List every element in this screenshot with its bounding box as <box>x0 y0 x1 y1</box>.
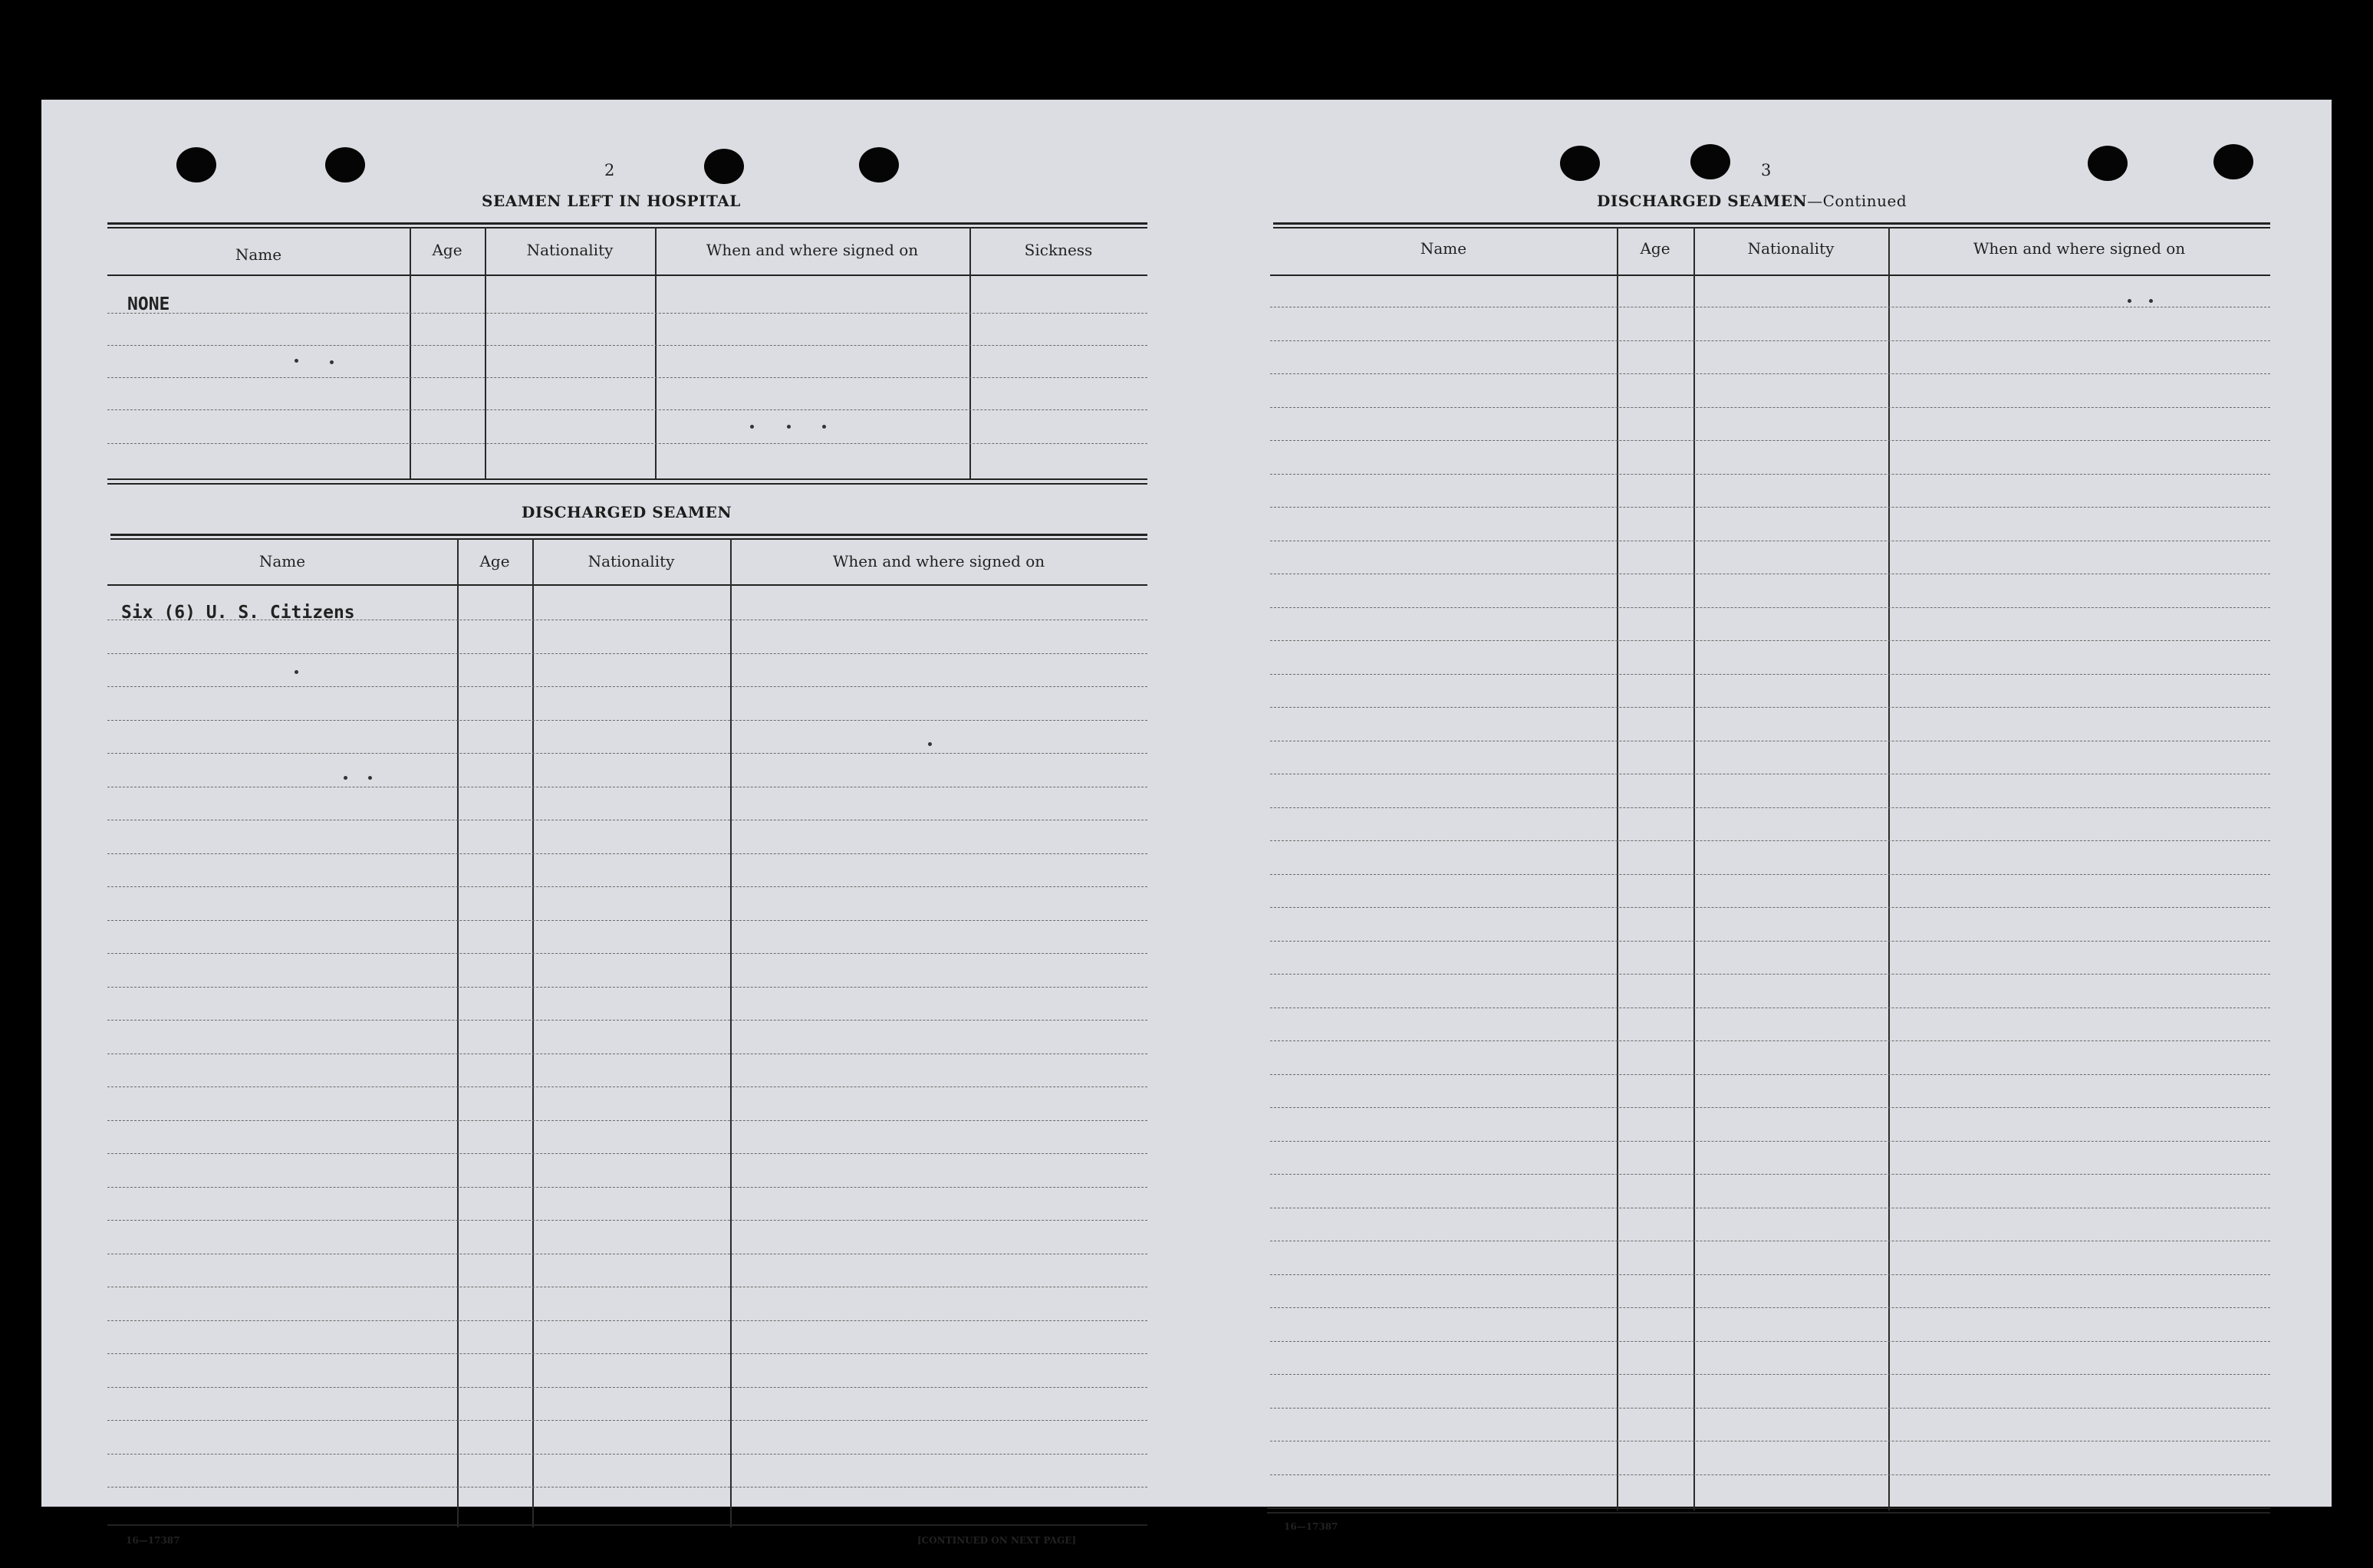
punch-hole <box>2088 146 2128 181</box>
row-line <box>1270 1408 2270 1409</box>
column-divider <box>1888 227 1890 1510</box>
row-line <box>1270 1274 2270 1275</box>
row-line <box>107 1187 1147 1188</box>
table-top-rule <box>1273 222 2270 225</box>
column-divider <box>1617 227 1618 1510</box>
discharged-section-title: DISCHARGED SEAMEN <box>522 503 732 521</box>
ink-dot <box>330 360 334 364</box>
row-line <box>1270 1341 2270 1342</box>
row-line <box>1270 874 2270 875</box>
row-line <box>1270 373 2270 374</box>
col-header-sickness: Sickness <box>1024 241 1093 259</box>
row-line <box>1270 840 2270 841</box>
ink-dot <box>787 425 791 429</box>
row-line <box>1270 1074 2270 1075</box>
row-line <box>107 987 1147 988</box>
header-bottom-rule <box>1270 274 2270 276</box>
row-line <box>107 653 1147 654</box>
row-line <box>107 920 1147 921</box>
row-line <box>1270 941 2270 942</box>
table-bottom-rule <box>107 483 1147 485</box>
right-page <box>1192 100 2332 1532</box>
row-line <box>107 853 1147 854</box>
row-line <box>1270 507 2270 508</box>
col-header-age: Age <box>479 552 510 570</box>
ink-dot <box>295 359 298 363</box>
row-line <box>107 377 1147 378</box>
punch-hole <box>1690 144 1730 179</box>
row-line <box>1270 1374 2270 1375</box>
punch-hole <box>2213 144 2253 179</box>
row-line <box>1270 1174 2270 1175</box>
column-divider <box>969 227 971 478</box>
punch-hole <box>859 147 899 182</box>
row-line <box>107 1020 1147 1021</box>
column-divider <box>1693 227 1695 1510</box>
row-line <box>107 1320 1147 1321</box>
row-line <box>1270 974 2270 975</box>
title-main: DISCHARGED SEAMEN <box>1597 192 1808 210</box>
hospital-entry: NONE <box>127 294 170 314</box>
row-line <box>1270 1107 2270 1108</box>
form-number: 16—17387 <box>126 1535 180 1546</box>
row-line <box>1270 1141 2270 1142</box>
row-line <box>1270 474 2270 475</box>
ink-dot <box>822 425 826 429</box>
hospital-section-title: SEAMEN LEFT IN HOSPITAL <box>482 192 741 210</box>
punch-hole <box>176 147 216 182</box>
col-header-nationality: Nationality <box>587 552 675 570</box>
row-line <box>107 886 1147 887</box>
row-line <box>107 1153 1147 1154</box>
row-line <box>1270 707 2270 708</box>
ink-dot <box>928 742 932 746</box>
col-header-signed-on: When and where signed on <box>1973 239 2186 258</box>
row-line <box>107 686 1147 687</box>
table-top-rule <box>107 227 1147 228</box>
row-line <box>107 1387 1147 1388</box>
row-line <box>1270 340 2270 341</box>
page-number: 2 <box>604 161 615 179</box>
row-line <box>107 1086 1147 1087</box>
header-bottom-rule <box>107 584 1147 586</box>
document-sheet <box>41 100 2332 1546</box>
page-bottom-rule <box>1267 1507 2270 1509</box>
row-line <box>1270 907 2270 908</box>
punch-hole <box>1560 146 1600 181</box>
table-top-rule <box>110 538 1147 540</box>
row-line <box>1270 607 2270 608</box>
col-header-name: Name <box>235 245 282 264</box>
page-bottom-rule <box>1267 1512 2270 1514</box>
col-header-name: Name <box>258 552 306 570</box>
row-line <box>107 720 1147 721</box>
left-page <box>41 100 1192 1546</box>
punch-hole <box>325 147 365 182</box>
row-line <box>107 1420 1147 1421</box>
page-number: 3 <box>1761 161 1772 179</box>
row-line <box>107 443 1147 444</box>
row-line <box>1270 407 2270 408</box>
col-header-nationality: Nationality <box>1747 239 1835 258</box>
form-number: 16—17387 <box>1284 1521 1338 1532</box>
row-line <box>1270 1474 2270 1475</box>
page-bottom-rule <box>107 1524 1147 1526</box>
table-top-rule <box>1273 227 2270 228</box>
row-line <box>1270 1040 2270 1041</box>
row-line <box>107 345 1147 346</box>
column-divider <box>485 227 486 478</box>
col-header-name: Name <box>1420 239 1467 258</box>
col-header-signed-on: When and where signed on <box>832 552 1045 570</box>
row-line <box>1270 807 2270 808</box>
row-line <box>1270 440 2270 441</box>
row-line <box>107 1353 1147 1354</box>
row-line <box>107 1454 1147 1455</box>
row-line <box>107 1120 1147 1121</box>
col-header-age: Age <box>1640 239 1670 258</box>
table-top-rule <box>110 534 1147 536</box>
col-header-nationality: Nationality <box>526 241 614 259</box>
table-top-rule <box>107 222 1147 225</box>
row-line <box>1270 1307 2270 1308</box>
header-bottom-rule <box>107 274 1147 276</box>
ink-dot <box>368 776 372 780</box>
row-line <box>107 313 1147 314</box>
title-continued: —Continued <box>1807 192 1907 210</box>
table-bottom-rule <box>107 478 1147 480</box>
column-divider <box>410 227 411 478</box>
punch-hole <box>704 149 744 184</box>
ink-dot <box>344 776 347 780</box>
row-line <box>1270 640 2270 641</box>
col-header-signed-on: When and where signed on <box>706 241 919 259</box>
row-line <box>107 953 1147 954</box>
continued-note: [CONTINUED ON NEXT PAGE] <box>917 1535 1077 1546</box>
discharged-continued-title <box>1597 192 1907 210</box>
ink-dot <box>750 425 754 429</box>
discharged-entry: Six (6) U. S. Citizens <box>121 603 355 623</box>
column-divider <box>655 227 657 478</box>
ink-dot <box>2128 299 2131 303</box>
row-line <box>107 1220 1147 1221</box>
ink-dot <box>2149 299 2153 303</box>
row-line <box>1270 674 2270 675</box>
row-line <box>107 409 1147 410</box>
col-header-age: Age <box>432 241 462 259</box>
ink-dot <box>295 670 298 674</box>
row-line <box>107 753 1147 754</box>
